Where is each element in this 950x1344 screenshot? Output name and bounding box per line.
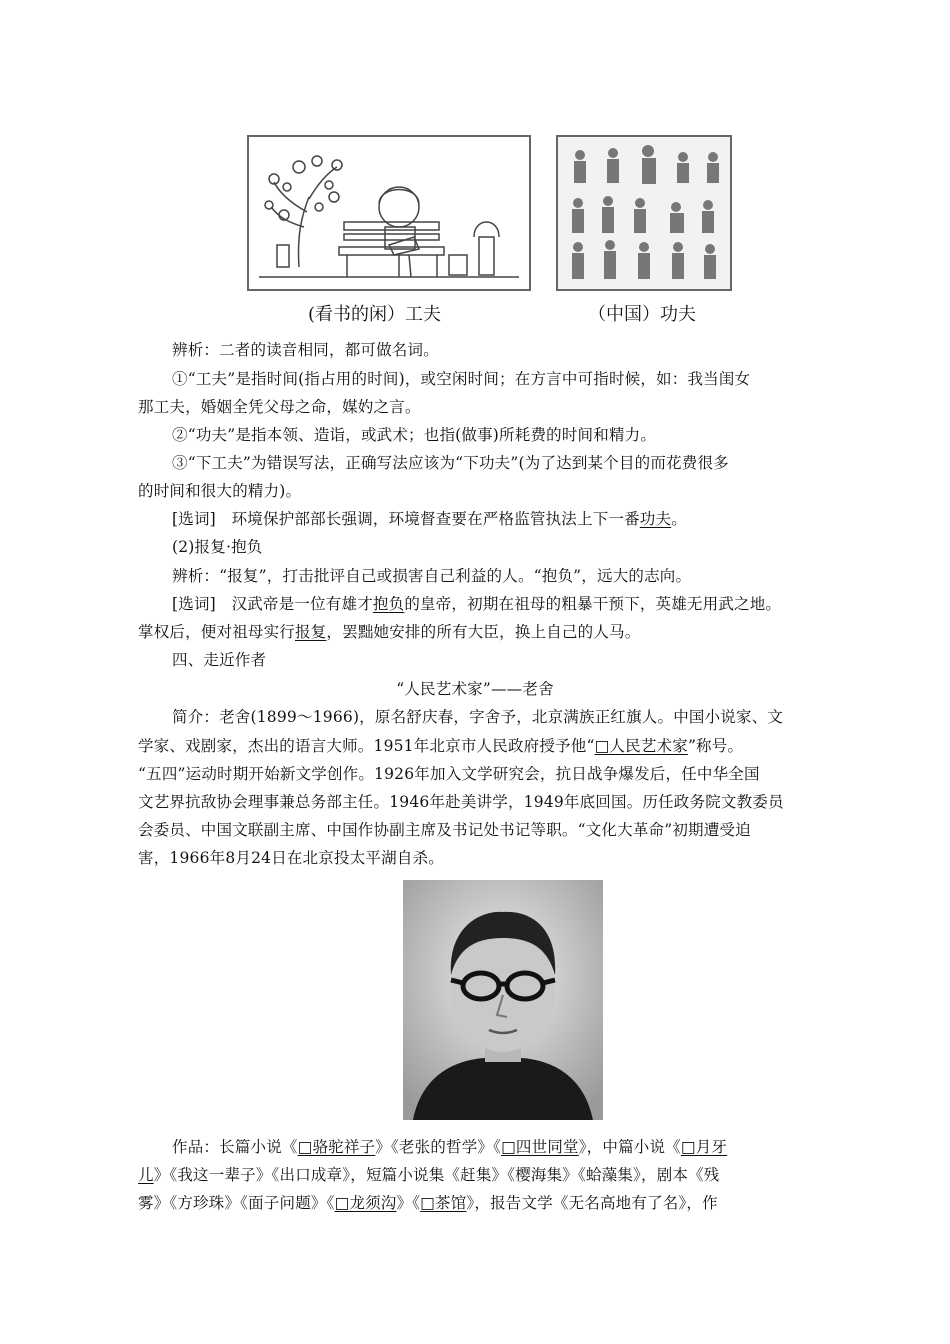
- works-3-b: 》《: [396, 1194, 421, 1212]
- word-choice-2b-text: 掌权后，便对祖母实行: [138, 623, 296, 641]
- bio-line-6: 害，1966年8月24日在北京投太平湖自杀。: [138, 849, 444, 867]
- word-choice-2b-answer: 报复: [295, 623, 327, 641]
- works-line-1: [172, 1137, 727, 1157]
- definition-gongfu-3: ③“下工夫”为错误写法，正确写法应该为“下功夫”(为了达到某个目的而花费很多: [172, 454, 729, 472]
- work-sishi-tongtang: □四世同堂: [501, 1138, 579, 1156]
- works-line-3: [138, 1193, 718, 1213]
- work-chaguan: □茶馆: [420, 1194, 467, 1212]
- work-yueyaer-part1: □月牙: [680, 1138, 728, 1156]
- reading-girl-drawing: [249, 137, 529, 289]
- word-choice-2-cont: [138, 622, 640, 642]
- work-luotuo-xiangzi: □骆驼祥子: [297, 1138, 376, 1156]
- definition-gongfu-1-cont: 那工夫，婚姻全凭父母之命，媒妁之言。: [138, 398, 421, 416]
- definition-gongfu-1: ①“工夫”是指时间(指占用的时间)，或空闲时间；在方言中可指时候，如：我当闺女: [172, 370, 751, 388]
- left-figure-caption: (看书的闲）工夫: [308, 304, 442, 325]
- word-choice-1: [172, 509, 687, 529]
- word-choice-2-text: [选词] 汉武帝是一位有雄才: [172, 595, 373, 613]
- bio-line-2-end: ”称号。: [687, 737, 744, 755]
- bio-line-5: 会委员、中国文联副主席、中国作协副主席及书记处书记等职。“文化大革命”初期遭受迫: [138, 821, 751, 839]
- bio-title-underlined: □人民艺术家: [594, 737, 688, 755]
- word-choice-2-end: 的皇帝，初期在祖母的粗暴干预下，英雄无用武之地。: [404, 595, 782, 613]
- work-yueyaer-part2: 儿: [138, 1166, 154, 1184]
- works-line-2: [138, 1165, 720, 1185]
- right-figure-caption: （中国）功夫: [588, 304, 696, 325]
- works-2-a: 》《我这一辈子》《出口成章》，短篇小说集《赶集》《樱海集》《蛤藻集》，剧本《残: [153, 1166, 720, 1184]
- bio-line-4: 文艺界抗敌协会理事兼总务部主任。1946年赴美讲学，1949年底回国。历任政务院文教委员: [138, 793, 784, 811]
- word-choice-2-answer: 抱负: [372, 595, 405, 613]
- bio-line-3: “五四”运动时期开始新文学创作。1926年加入文学研究会，抗日战争爆发后，任中华全国: [138, 765, 760, 783]
- kungfu-drawing: [558, 137, 730, 289]
- works-1-a: 作品：长篇小说《: [172, 1138, 298, 1156]
- section-heading-baofu: (2)报复·抱负: [172, 538, 263, 556]
- section-heading-author: 四、走近作者: [172, 651, 267, 669]
- reading-girl-illustration: [247, 135, 531, 291]
- author-portrait: [403, 880, 603, 1120]
- bio-line-2: [138, 736, 743, 756]
- bio-line-1: 简介：老舍(1899～1966)，原名舒庆春，字舍予，北京满族正红旗人。中国小说家、文: [172, 708, 784, 726]
- analysis-line-2: 辨析：“报复”，打击批评自己或损害自己利益的人。“抱负”，远大的志向。: [172, 567, 692, 585]
- word-choice-1-answer: 功夫: [639, 510, 672, 528]
- works-1-c: 》，中篇小说《: [578, 1138, 681, 1156]
- word-choice-1-text: [选词] 环境保护部部长强调，环境督查要在严格监管执法上下一番: [172, 510, 640, 528]
- word-choice-2b-end: ，罢黜她安排的所有大臣，换上自己的人马。: [326, 623, 641, 641]
- work-longxugou: □龙须沟: [334, 1194, 397, 1212]
- author-title: “人民艺术家”——老舍: [396, 680, 554, 698]
- works-1-b: 》《老张的哲学》《: [375, 1138, 502, 1156]
- word-choice-1-end: 。: [671, 510, 687, 528]
- analysis-line-1: 辨析：二者的读音相同，都可做名词。: [172, 341, 439, 359]
- definition-gongfu-3-cont: 的时间和很大的精力)。: [138, 482, 302, 500]
- portrait-drawing: [403, 880, 603, 1120]
- definition-gongfu-2: ②“功夫”是指本领、造诣，或武术；也指(做事)所耗费的时间和精力。: [172, 426, 657, 444]
- works-3-a: 雾》《方珍珠》《面子问题》《: [138, 1194, 335, 1212]
- bio-line-2-text: 学家、戏剧家，杰出的语言大师。1951年北京市人民政府授予他“: [138, 737, 595, 755]
- word-choice-2: [172, 594, 781, 614]
- works-3-c: 》，报告文学《无名高地有了名》，作: [466, 1194, 718, 1212]
- kungfu-illustration: [556, 135, 732, 291]
